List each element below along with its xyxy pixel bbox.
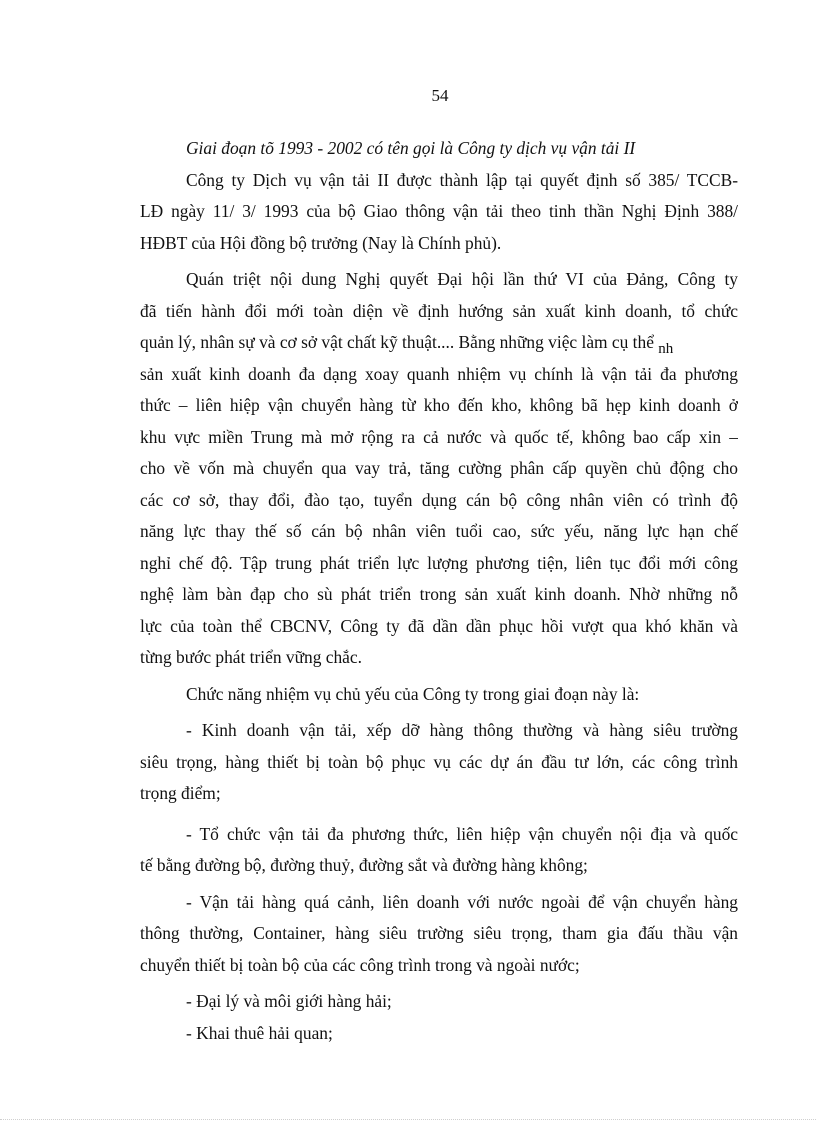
document-body: [140, 133, 738, 1049]
text-line: nghệ làm bàn đạp cho sù phát triển trong sản xuất kinh doanh. Nhờ những nỗ: [140, 584, 738, 604]
text-line: Công ty Dịch vụ vận tải II được thành lập tại quyết định số 385/ TCCB-: [186, 169, 738, 190]
text-line: năng lực thay thế số cán bộ nhân viên tuổi cao, sức yếu, năng lực hạn chế: [140, 521, 738, 541]
text-line: tế bằng đường bộ, đường thuỷ, đường sắt và đường hàng không;: [140, 855, 588, 875]
text-line: các cơ sở, thay đổi, đào tạo, tuyển dụng cán bộ công nhân viên có trình độ: [140, 489, 738, 510]
paragraph-2: [140, 264, 738, 674]
text-line: - Đại lý và môi giới hàng hải;: [186, 991, 392, 1011]
text-line: cho về vốn mà chuyển qua vay trả, tăng cường phân cấp quyền chủ động cho: [140, 458, 738, 478]
text-line: chuyển thiết bị toàn bộ của các công trình trong và ngoài nước;: [140, 954, 580, 975]
bullet-1: [140, 715, 738, 810]
text-line: Chức năng nhiệm vụ chủ yếu của Công ty trong giai đoạn này là:: [186, 683, 640, 704]
text-line: nghỉ chế độ. Tập trung phát triển lực lượng phương tiện, liên tục đổi mới công: [140, 552, 738, 573]
text-line: LĐ ngày 11/ 3/ 1993 của bộ Giao thông vận tải theo tinh thần Nghị Định 388/: [140, 201, 738, 221]
bullet-3: [140, 887, 738, 982]
text-line: khu vực miền Trung mà mở rộng ra cả nước và quốc tế, không bao cấp xin –: [140, 426, 738, 447]
text-line: HĐBT của Hội đồng bộ trưởng (Nay là Chính phủ).: [140, 232, 502, 253]
paragraph-3: [140, 679, 738, 711]
text-line: Quán triệt nội dung Nghị quyết Đại hội lần thứ VI của Đảng, Công ty: [186, 269, 738, 289]
text-line: thông thường, Container, hàng siêu trường siêu trọng, tham gia đấu thầu vận: [140, 923, 738, 943]
text-line-with-fragment: [140, 327, 738, 359]
text-line: siêu trọng, hàng thiết bị toàn bộ phục vụ các dự án đầu tư lớn, các công trình: [140, 751, 738, 772]
bullet-5: [140, 1018, 738, 1050]
paragraph-1: [140, 165, 738, 260]
bottom-rule: [0, 1119, 816, 1120]
trailing-fragment: nh: [658, 341, 674, 357]
bullet-2: [140, 819, 738, 882]
text-line: - Khai thuê hải quan;: [186, 1022, 333, 1043]
text-line: sản xuất kinh doanh đa dạng xoay quanh nhiệm vụ chính là vận tải đa phương: [140, 363, 738, 384]
text-line: từng bước phát triển vững chắc.: [140, 647, 362, 667]
text-line: - Kinh doanh vận tải, xếp dỡ hàng thông thường và hàng siêu trường: [186, 720, 738, 740]
text-line: thức – liên hiệp vận chuyển hàng từ kho đến kho, không bã hẹp kinh doanh ở: [140, 395, 738, 415]
section-heading: Giai đoạn tõ 1993 - 2002 có tên gọi là Công ty dịch vụ vận tải II: [186, 138, 636, 158]
bullet-4: [140, 986, 738, 1018]
text-line: lực của toàn thể CBCNV, Công ty đã dần dần phục hồi vượt qua khó khăn và: [140, 615, 738, 636]
page-number: 54: [431, 86, 449, 105]
text-line: trọng điểm;: [140, 783, 221, 803]
text-line: - Tổ chức vận tải đa phương thức, liên hiệp vận chuyển nội địa và quốc: [186, 823, 738, 844]
text-line: - Vận tải hàng quá cảnh, liên doanh với nước ngoài để vận chuyển hàng: [186, 891, 738, 912]
text-line: quản lý, nhân sự và cơ sở vật chất kỹ thuật.... Bằng những việc làm cụ thể: [140, 332, 654, 352]
text-line: đã tiến hành đổi mới toàn diện về định hướng sản xuất kinh doanh, tổ chức: [140, 300, 738, 321]
